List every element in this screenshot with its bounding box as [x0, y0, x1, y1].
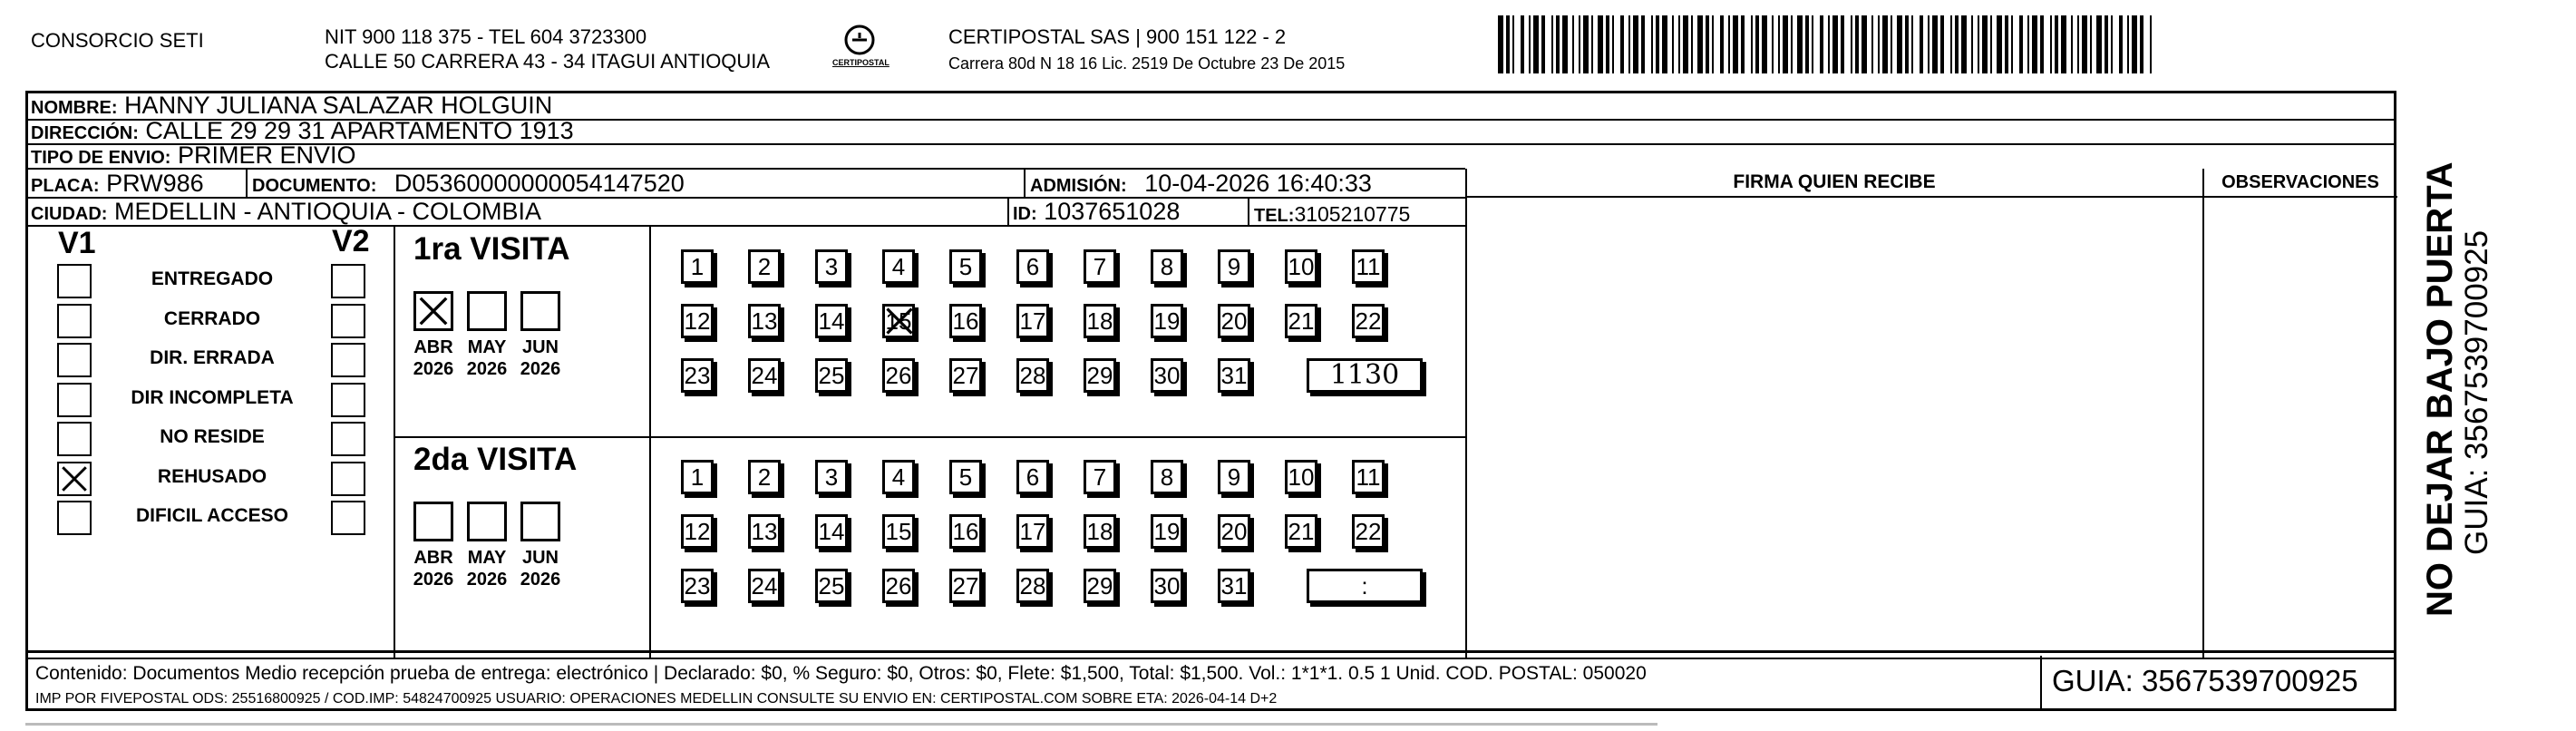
v1-checkbox[interactable] [57, 264, 92, 298]
day-box[interactable] [1084, 304, 1116, 338]
day-box[interactable] [1151, 460, 1183, 494]
v1-checkbox[interactable] [57, 343, 92, 377]
day-number: 31 [1220, 572, 1248, 599]
month-name: JUN [521, 548, 559, 568]
day-box[interactable] [815, 358, 848, 393]
day-box[interactable] [748, 304, 781, 338]
month-name: ABR [413, 337, 453, 357]
day-number: 11 [1356, 253, 1381, 280]
v1-checkbox[interactable] [57, 304, 92, 338]
v2-checkbox[interactable] [331, 304, 365, 338]
document-label: DOCUMENTO: [252, 176, 377, 196]
id-field [1013, 198, 1180, 228]
observations-header: OBSERVACIONES [2221, 172, 2379, 192]
month-label [405, 336, 462, 380]
tel-label: TEL: [1254, 206, 1295, 226]
day-number: 4 [891, 463, 906, 491]
day-box[interactable] [1016, 358, 1049, 393]
day-number: 2 [757, 463, 772, 491]
barcode-icon [1498, 15, 2158, 73]
day-box[interactable] [1084, 514, 1116, 549]
day-box[interactable] [681, 460, 714, 494]
admission-field [1030, 170, 1372, 200]
checkbox-x-icon [59, 463, 90, 494]
id-value: 1037651028 [1044, 198, 1181, 225]
v2-checkbox[interactable] [331, 383, 365, 417]
recipient-name: HANNY JULIANA SALAZAR HOLGUIN [124, 92, 553, 119]
month-checkbox[interactable] [413, 291, 453, 331]
day-box[interactable] [1285, 304, 1317, 338]
day-number: 28 [1019, 572, 1046, 599]
no-under-door-warning: NO DEJAR BAJO PUERTA [2420, 161, 2460, 617]
day-box[interactable] [748, 249, 781, 284]
day-box[interactable] [681, 569, 714, 603]
day-number: 25 [818, 362, 845, 389]
day-number: 14 [818, 518, 845, 545]
day-box[interactable] [1218, 514, 1250, 549]
document-field [252, 170, 685, 200]
id-label: ID: [1013, 204, 1037, 224]
certipostal-logo-icon [832, 22, 887, 76]
v1-checkbox[interactable] [57, 383, 92, 417]
day-number: 22 [1355, 307, 1382, 335]
day-number: 25 [818, 572, 845, 599]
v1-checkbox[interactable] [57, 462, 92, 496]
status-option-label: ENTREGADO [151, 268, 274, 289]
day-box[interactable] [882, 304, 915, 338]
day-box[interactable] [1352, 460, 1385, 494]
day-number: 30 [1153, 572, 1181, 599]
day-box[interactable] [1084, 358, 1116, 393]
status-option-label: REHUSADO [157, 465, 267, 487]
day-number: 9 [1227, 253, 1241, 280]
day-number: 6 [1026, 253, 1040, 280]
day-box[interactable] [1352, 304, 1385, 338]
day-number: 22 [1355, 518, 1382, 545]
day-number: 23 [684, 362, 711, 389]
day-number: 26 [885, 362, 912, 389]
day-number: 9 [1227, 463, 1241, 491]
v1-checkbox[interactable] [57, 501, 92, 535]
company-nit: NIT 900 118 375 - TEL 604 3723300 [325, 25, 647, 48]
company-name: CONSORCIO SETI [31, 29, 204, 52]
visit-title: 1ra VISITA [413, 231, 570, 267]
city-value: MEDELLIN - ANTIOQUIA - COLOMBIA [113, 198, 542, 225]
footer-guide: GUIA: 3567539700925 [2052, 664, 2358, 697]
day-number: 29 [1086, 572, 1113, 599]
day-number: 20 [1220, 518, 1248, 545]
plate-field [31, 170, 204, 200]
day-number: 15 [885, 307, 912, 335]
day-number: 3 [824, 253, 839, 280]
admission-value: 10-04-2026 16:40:33 [1144, 170, 1372, 197]
address-label: DIRECCIÓN: [31, 123, 139, 143]
month-checkbox[interactable] [467, 502, 507, 541]
month-year: 2026 [413, 570, 454, 590]
month-label [512, 547, 569, 590]
day-box[interactable] [748, 514, 781, 549]
day-number: 14 [818, 307, 845, 335]
tel-field [1254, 200, 1410, 229]
day-box[interactable] [815, 460, 848, 494]
month-year: 2026 [520, 359, 561, 379]
month-year: 2026 [466, 570, 508, 590]
day-number: 27 [952, 362, 979, 389]
print-info-line: IMP POR FIVEPOSTAL ODS: 25516800925 / COD.IMP: 54824700925 USUARIO: OPERACIONES MEDELLIN CONSULTE SU ENVIO EN: CERTIPOSTAL.COM SOBRE ETA: 2026-04-14 D+2 [35, 691, 1278, 707]
day-number: 17 [1019, 307, 1046, 335]
day-number: 11 [1356, 463, 1381, 491]
day-number: 10 [1288, 253, 1315, 280]
company-address: CALLE 50 CARRERA 43 - 34 ITAGUI ANTIOQUIA [325, 50, 771, 73]
day-number: 16 [952, 518, 979, 545]
day-number: 1 [690, 253, 705, 280]
day-box[interactable] [1218, 358, 1250, 393]
day-box[interactable] [681, 514, 714, 549]
day-box[interactable] [882, 460, 915, 494]
day-box[interactable] [815, 514, 848, 549]
day-box[interactable] [1218, 249, 1250, 284]
name-label: NOMBRE: [31, 98, 118, 118]
day-number: 27 [952, 572, 979, 599]
plate-value: PRW986 [106, 170, 204, 197]
day-box[interactable] [882, 569, 915, 603]
status-option-label: NO RESIDE [160, 426, 265, 447]
month-year: 2026 [520, 570, 561, 590]
city-label: CIUDAD: [31, 204, 108, 224]
day-box[interactable] [748, 358, 781, 393]
day-cross-icon [883, 305, 916, 344]
day-number: 10 [1288, 463, 1315, 491]
day-box[interactable] [949, 569, 982, 603]
day-number: 28 [1019, 362, 1046, 389]
day-box[interactable] [681, 358, 714, 393]
day-box[interactable] [1151, 358, 1183, 393]
cut-line [25, 723, 1657, 726]
day-box[interactable] [748, 460, 781, 494]
day-box[interactable] [949, 460, 982, 494]
v2-checkbox[interactable] [331, 462, 365, 496]
carrier-name: CERTIPOSTAL SAS | 900 151 122 - 2 [948, 25, 1287, 48]
day-box[interactable] [1151, 514, 1183, 549]
day-box[interactable] [1151, 304, 1183, 338]
checkbox-x-icon [416, 294, 451, 328]
day-number: 4 [891, 253, 906, 280]
day-number: 2 [757, 253, 772, 280]
month-label [459, 547, 515, 590]
city-field [31, 198, 541, 228]
month-name: ABR [413, 548, 453, 568]
day-box[interactable] [681, 249, 714, 284]
v2-checkbox[interactable] [331, 264, 365, 298]
day-box[interactable] [1352, 514, 1385, 549]
day-box[interactable] [1218, 569, 1250, 603]
v1-header: V1 [58, 226, 96, 260]
day-box[interactable] [1016, 569, 1049, 603]
day-number: 3 [824, 463, 839, 491]
day-box[interactable] [748, 569, 781, 603]
shipment-type: PRIMER ENVIO [177, 141, 356, 169]
day-box[interactable] [1285, 249, 1317, 284]
v1-checkbox[interactable] [57, 422, 92, 456]
day-box[interactable] [1285, 514, 1317, 549]
day-number: 21 [1288, 307, 1315, 335]
day-number: 8 [1160, 253, 1174, 280]
admission-label: ADMISIÓN: [1030, 176, 1127, 196]
content-line: Contenido: Documentos Medio recepción prueba de entrega: electrónico | Declarado: $0, % Seguro: $0, Otros: $0, Flete: $1,500, Total: $1,500. Vol.: 1*1*1. 0.5 1 Unid. COD. POSTAL: 050020 [35, 663, 1647, 684]
visit-title: 2da VISITA [413, 442, 578, 477]
day-box[interactable] [1084, 460, 1116, 494]
visit-time-box[interactable]: : [1307, 569, 1423, 603]
status-option-label: CERRADO [163, 307, 261, 329]
day-box[interactable] [815, 249, 848, 284]
type-label: TIPO DE ENVIO: [31, 148, 171, 168]
day-box[interactable] [1016, 460, 1049, 494]
day-box[interactable] [1151, 249, 1183, 284]
day-number: 16 [952, 307, 979, 335]
month-label [405, 547, 462, 590]
month-checkbox[interactable] [520, 291, 560, 331]
day-box[interactable] [815, 569, 848, 603]
day-box[interactable] [681, 304, 714, 338]
day-box[interactable] [882, 514, 915, 549]
status-option-label: DIR INCOMPLETA [131, 386, 294, 408]
day-number: 24 [751, 572, 778, 599]
v2-checkbox[interactable] [331, 501, 365, 535]
day-number: 19 [1153, 518, 1181, 545]
day-number: 18 [1086, 518, 1113, 545]
day-number: 29 [1086, 362, 1113, 389]
month-name: MAY [467, 548, 507, 568]
v2-checkbox[interactable] [331, 343, 365, 377]
day-box[interactable] [1352, 249, 1385, 284]
day-box[interactable] [949, 249, 982, 284]
day-box[interactable] [1218, 304, 1250, 338]
month-name: JUN [521, 337, 559, 357]
month-checkbox[interactable] [467, 291, 507, 331]
day-number: 17 [1019, 518, 1046, 545]
month-label [512, 336, 569, 380]
day-box[interactable] [815, 304, 848, 338]
month-name: MAY [467, 337, 507, 357]
day-box[interactable] [949, 304, 982, 338]
day-box[interactable] [949, 514, 982, 549]
day-box[interactable] [1016, 249, 1049, 284]
status-option-label: DIFICIL ACCESO [135, 505, 288, 526]
day-number: 12 [684, 307, 711, 335]
day-box[interactable] [1151, 569, 1183, 603]
document-value: D05360000000054147520 [394, 170, 685, 197]
day-box[interactable] [882, 249, 915, 284]
day-number: 5 [958, 463, 973, 491]
day-number: 7 [1093, 253, 1107, 280]
day-number: 19 [1153, 307, 1181, 335]
visit-time-box[interactable]: 1130 [1307, 358, 1423, 393]
v2-checkbox[interactable] [331, 422, 365, 456]
day-number: 13 [751, 518, 778, 545]
day-number: 6 [1026, 463, 1040, 491]
day-box[interactable] [1084, 569, 1116, 603]
day-number: 12 [684, 518, 711, 545]
day-number: 26 [885, 572, 912, 599]
signature-header: FIRMA QUIEN RECIBE [1733, 171, 1936, 192]
day-number: 20 [1220, 307, 1248, 335]
day-number: 23 [684, 572, 711, 599]
day-number: 7 [1093, 463, 1107, 491]
day-number: 18 [1086, 307, 1113, 335]
side-guide: GUIA: 3567539700925 [2459, 229, 2494, 555]
day-box[interactable] [882, 358, 915, 393]
day-number: 24 [751, 362, 778, 389]
v2-header: V2 [332, 224, 370, 258]
day-number: 1 [690, 463, 705, 491]
day-number: 8 [1160, 463, 1174, 491]
carrier-license: Carrera 80d N 18 16 Lic. 2519 De Octubre 23 De 2015 [948, 54, 1346, 73]
day-box[interactable] [1084, 249, 1116, 284]
footer-box [25, 653, 2396, 711]
day-number: 13 [751, 307, 778, 335]
month-checkbox[interactable] [520, 502, 560, 541]
day-box[interactable] [1285, 460, 1317, 494]
plate-label: PLACA: [31, 176, 100, 196]
shipment-type-row [31, 141, 356, 171]
month-year: 2026 [413, 359, 454, 379]
day-box[interactable] [1016, 514, 1049, 549]
day-number: 31 [1220, 362, 1248, 389]
day-number: 30 [1153, 362, 1181, 389]
day-number: 5 [958, 253, 973, 280]
day-box[interactable] [1218, 460, 1250, 494]
month-checkbox[interactable] [413, 502, 453, 541]
recipient-address: CALLE 29 29 31 APARTAMENTO 1913 [145, 117, 574, 144]
month-year: 2026 [466, 359, 508, 379]
status-option-label: DIR. ERRADA [150, 347, 275, 368]
day-box[interactable] [949, 358, 982, 393]
tel-value: 3105210775 [1294, 202, 1411, 226]
day-number: 21 [1288, 518, 1315, 545]
logo-text: CERTIPOSTAL [832, 58, 889, 67]
day-number: 15 [885, 518, 912, 545]
day-box[interactable] [1016, 304, 1049, 338]
month-label [459, 336, 515, 380]
